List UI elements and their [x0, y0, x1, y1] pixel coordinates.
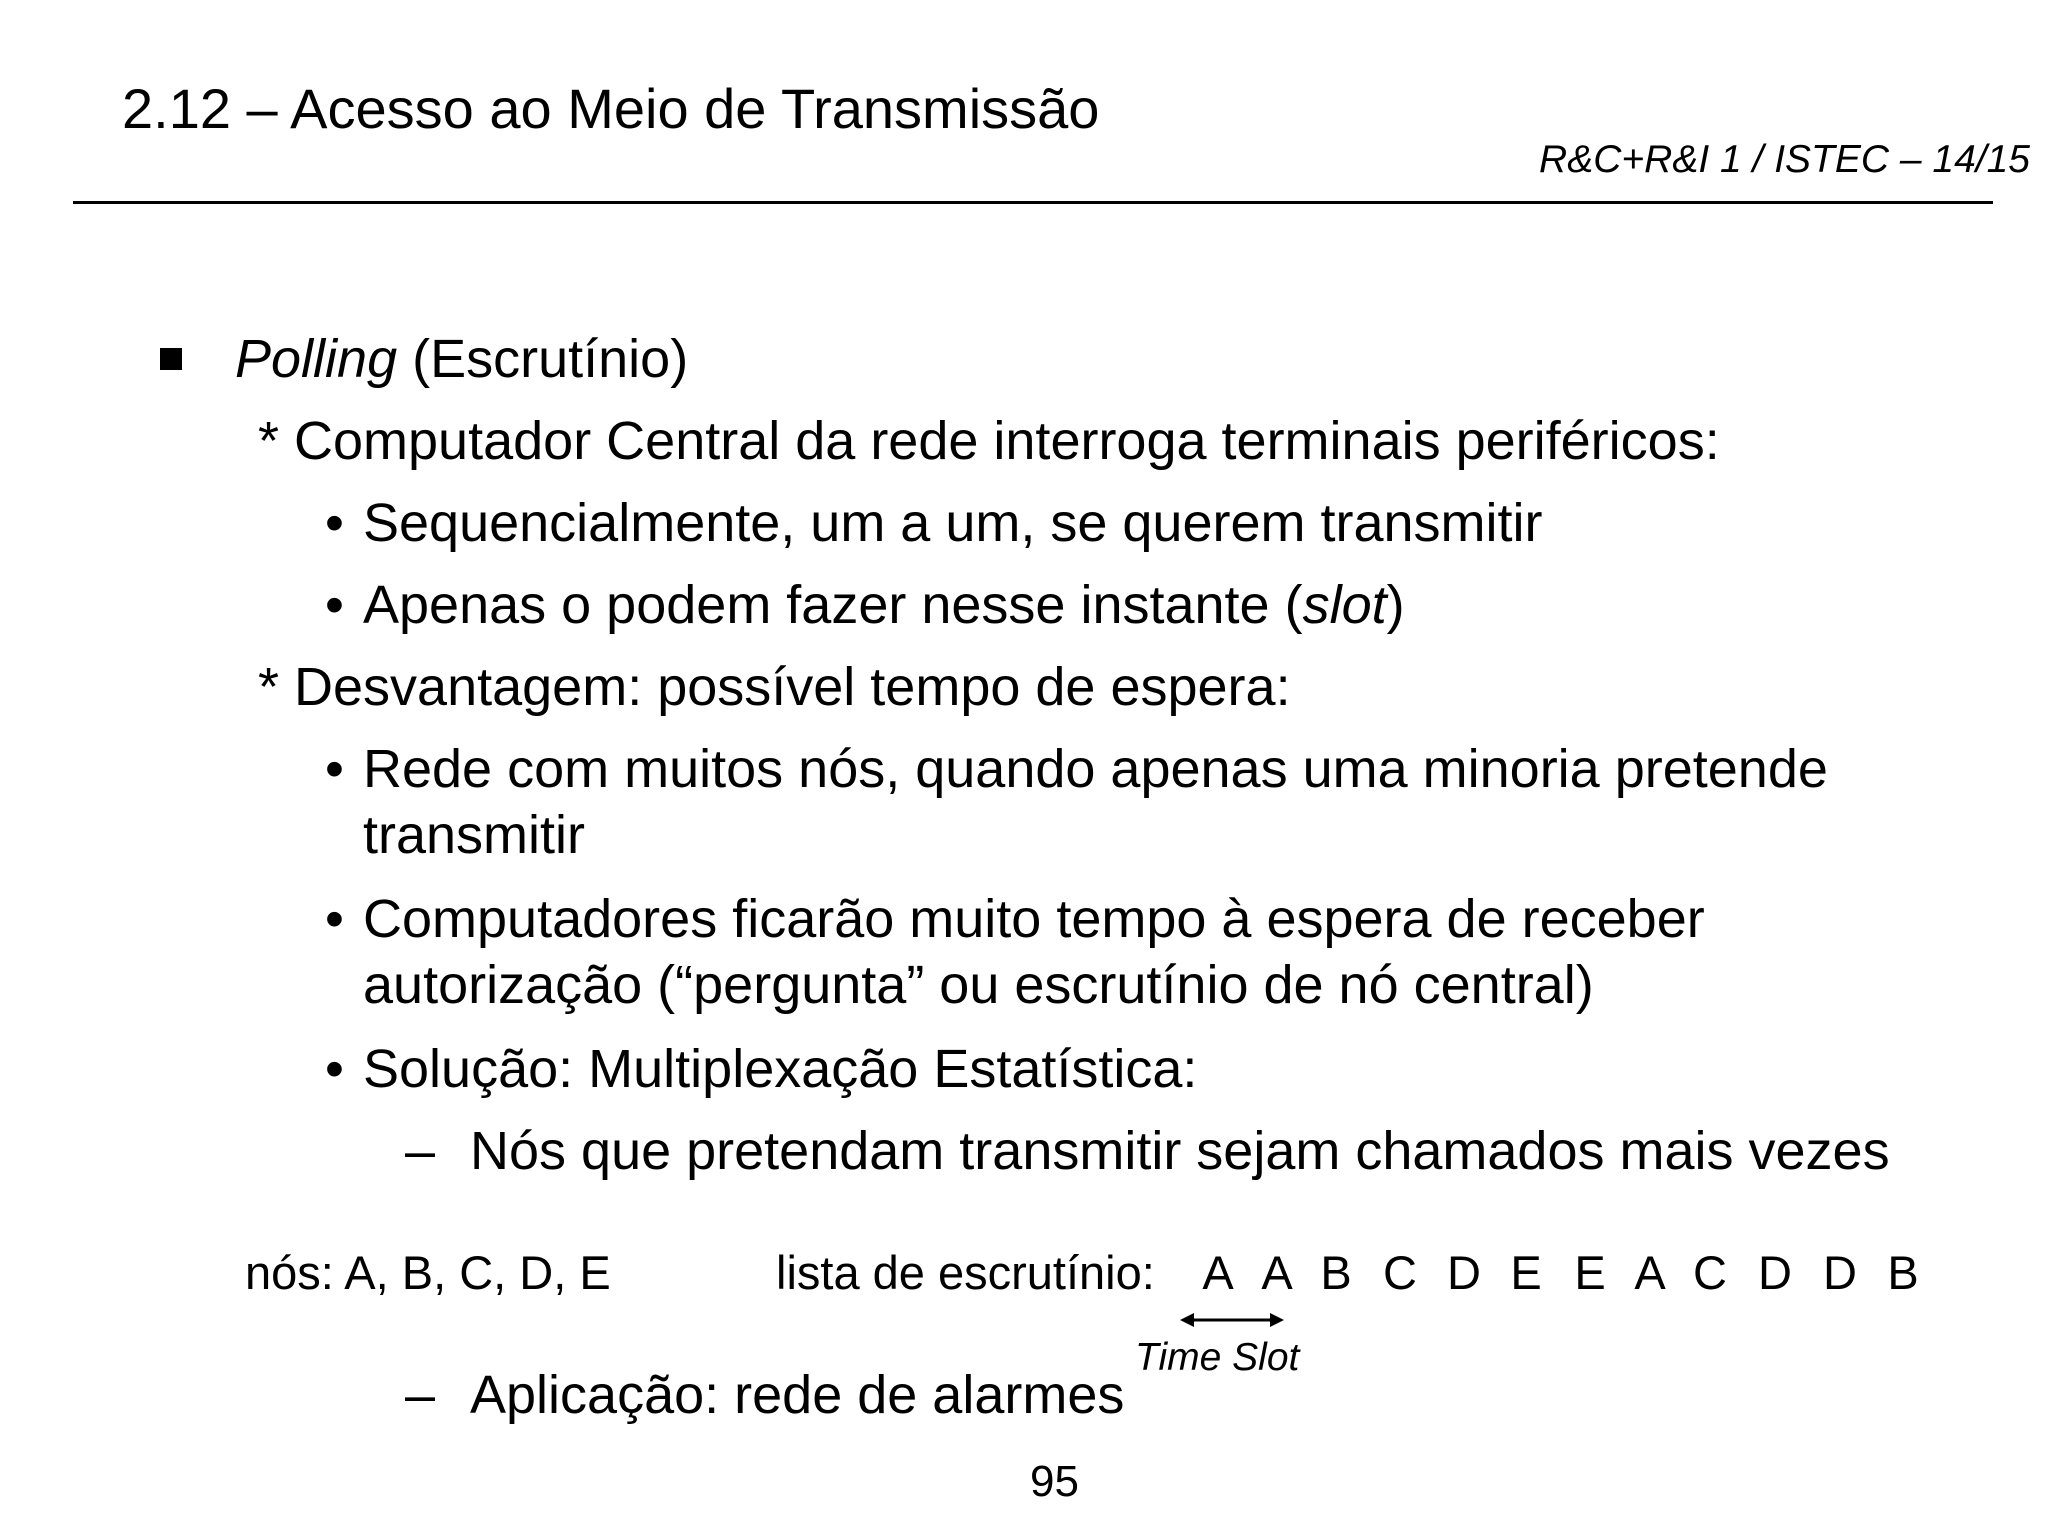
nodes-label: nós: A, B, C, D, E: [245, 1246, 611, 1299]
square-bullet-icon: [160, 348, 182, 370]
bullet-slot-close: ): [1386, 575, 1405, 635]
bullet-many-nodes-line1: Rede com muitos nós, quando apenas uma minoria pretende: [363, 739, 1828, 799]
polling-list-label: lista de escrutínio:: [776, 1246, 1155, 1299]
bullet-slot: [363, 572, 1405, 638]
course-tag: R&C+R&I 1 / ISTEC – 14/15: [1539, 138, 2030, 181]
sequence-letter: D: [1823, 1246, 1857, 1299]
bullet-waiting-line1: Computadores ficarão muito tempo à espera de receber: [363, 889, 1705, 949]
point-disadvantage: * Desvantagem: possível tempo de espera:: [258, 657, 1291, 717]
sequence-letter: C: [1693, 1246, 1727, 1299]
bullet-dot-icon: •: [325, 889, 344, 949]
sequence-letter: D: [1758, 1246, 1792, 1299]
bullet-slot-text: Apenas o podem fazer nesse instante (: [363, 575, 1303, 635]
bullet-dot-icon: •: [325, 493, 344, 553]
sequence-letter: E: [1510, 1246, 1542, 1299]
slot-term: slot: [1302, 575, 1387, 635]
sub-point-application: Aplicação: rede de alarmes: [470, 1365, 1125, 1425]
sequence-letter: E: [1574, 1246, 1606, 1299]
slide-title: 2.12 – Acesso ao Meio de Transmissão: [122, 77, 1100, 140]
sequence-letter: D: [1447, 1246, 1481, 1299]
dash-icon: –: [405, 1121, 436, 1181]
time-slot-label: Time Slot: [1135, 1336, 1300, 1379]
bullet-solution: Solução: Multiplexação Estatística:: [363, 1039, 1198, 1099]
bullet-dot-icon: •: [325, 575, 344, 635]
sequence-letter: C: [1383, 1246, 1417, 1299]
sequence-letter: B: [1887, 1246, 1919, 1299]
polling-term: Polling: [235, 329, 398, 389]
page-number: 95: [1030, 1457, 1079, 1506]
sequence-letter: A: [1261, 1246, 1293, 1299]
double-arrow-icon: [1180, 1308, 1284, 1332]
bullet-sequential: Sequencialmente, um a um, se querem transmitir: [363, 493, 1543, 553]
bullet-dot-icon: •: [325, 1039, 344, 1099]
bullet-many-nodes-line2: transmitir: [363, 805, 586, 865]
dash-icon: –: [405, 1365, 436, 1425]
sequence-letter: A: [1634, 1246, 1666, 1299]
bullet-waiting-line2: autorização (“pergunta” ou escrutínio de nó central): [363, 955, 1594, 1015]
main-heading: [235, 326, 688, 392]
sequence-letter: A: [1202, 1246, 1234, 1299]
title-divider: [73, 201, 1993, 204]
sequence-letter: B: [1320, 1246, 1352, 1299]
polling-translation: (Escrutínio): [397, 329, 689, 389]
sub-point-called-more: Nós que pretendam transmitir sejam chamados mais vezes: [470, 1121, 1890, 1181]
point-central-computer: * Computador Central da rede interroga terminais periféricos:: [258, 411, 1720, 471]
bullet-dot-icon: •: [325, 739, 344, 799]
